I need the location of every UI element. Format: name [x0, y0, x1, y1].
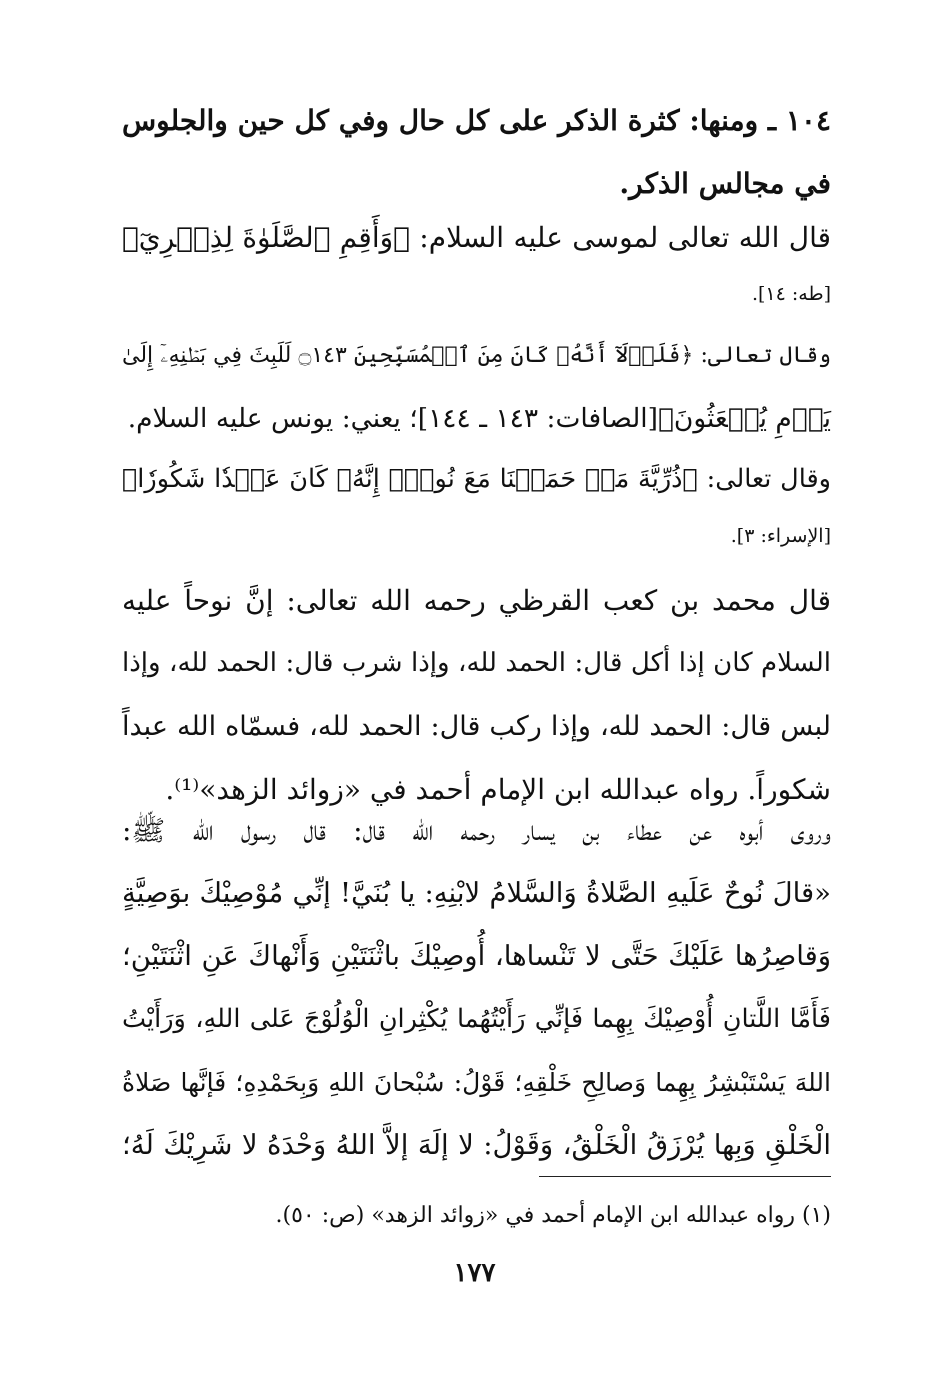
verse-reference — [122, 516, 831, 556]
paragraph-line: قال الله تعالى لموسى عليه السلام: ﴿وَأَقِمِ ٱلصَّلَوٰةَ لِذِكۡرِيٓ﴾ — [122, 221, 831, 254]
verse-reference — [122, 274, 831, 314]
heading-line: في مجالس الذكر. — [619, 167, 831, 200]
reference-text: [الإسراء: ٣]. — [730, 525, 831, 547]
reference-text: [طه: ١٤]. — [751, 283, 831, 305]
hadith-line: وَقاصِرُها عَلَيْكَ حَتَّى لا تَنْساها، أُوصِيْكَ باثْنَتَيْنِ وَأَنْهاكَ عَنِ اثْنَتَيْنِ؛ — [122, 940, 831, 972]
paragraph-line: يَوۡمِ يُبۡعَثُونَ﴾[الصافات: ١٤٣ ـ ١٤٤]؛ يعني: يونس عليه السلام. — [127, 403, 831, 434]
paragraph-line: وقال تعالى: ﴿ذُرِّيَّةَ مَنۡ حَمَلۡنَا مَعَ نُوحٍۚ إِنَّهُۥ كَانَ عَبۡدٗا شَكُورٗا﴾ — [122, 464, 831, 494]
paragraph — [122, 324, 831, 450]
page-number: ١٧٧ — [453, 1258, 496, 1288]
footnote-divider — [539, 1176, 831, 1177]
paragraph — [122, 569, 831, 821]
hadith-line: «قالَ نُوحٌ عَلَيهِ الصَّلاةُ وَالسَّلامُ لابْنِهِ: يا بُنَيَّ! إنِّي مُوْصِيْكَ بوَصِيَّةٍ — [122, 877, 831, 909]
paragraph — [122, 799, 831, 1177]
heading-line: ١٠٤ ـ ومنها: كثرة الذكر على كل حال وفي كل حين والجلوس — [122, 104, 831, 137]
paragraph — [122, 206, 831, 269]
paragraph — [122, 448, 831, 511]
hadith-line: الْخَلْقِ وَبِها يُرْزَقُ الْخَلْقُ، وَقَوْلُ: لا إلَهَ إلاَّ اللهُ وَحْدَهُ لا شَرِيْكَ لَهُ؛ — [122, 1129, 831, 1161]
paragraph-line: قال محمد بن كعب القرظي رحمه الله تعالى: إنَّ نوحاً عليه — [122, 584, 831, 617]
section-heading — [122, 89, 831, 215]
paragraph-line: السلام كان إذا أكل قال: الحمد لله، وإذا شرب قال: الحمد لله، وإذا — [122, 648, 831, 678]
paragraph-line: وقال تعالى: ﴿فَلَوۡلَآ أَنَّهُۥ كَانَ مِنَ ٱلۡمُسَبِّحِينَ ۝١٤٣ لَلَبِثَ فِي بَطۡنِهِۦٓ إِلَىٰ — [122, 343, 832, 368]
footnote-text: (١) رواه عبدالله ابن الإمام أحمد في «زوائد الزهد» (ص: ٥٠). — [275, 1203, 831, 1228]
paragraph-line: وروى أبوه عن عطاء بن يسار رحمه الله قال: قال رسول الله ﷺ: — [122, 814, 831, 847]
paragraph-line: لبس قال: الحمد لله، وإذا ركب قال: الحمد لله، فسمّاه الله عبداً — [122, 711, 831, 742]
hadith-line: اللهَ يَسْتَبْشِرُ بِهِما وَصالِحِ خَلْقِهِ؛ قَوْلُ: سُبْحانَ اللهِ وَبِحَمْدِهِ؛ فَإنَّها صَلاةُ — [122, 1068, 831, 1097]
paragraph-line: شكوراً. رواه عبدالله ابن الإمام أحمد في «زوائد الزهد»⁽¹⁾. — [165, 773, 831, 806]
hadith-line: فَأَمَّا اللَّتانِ أُوْصِيْكَ بِهِما فَإنِّي رَأَيْتُهُما يُكْثِرانِ الْوُلُوْجَ عَلى اللهِ، وَرَأَيْتُ — [122, 1004, 831, 1034]
footnote — [122, 1194, 831, 1238]
